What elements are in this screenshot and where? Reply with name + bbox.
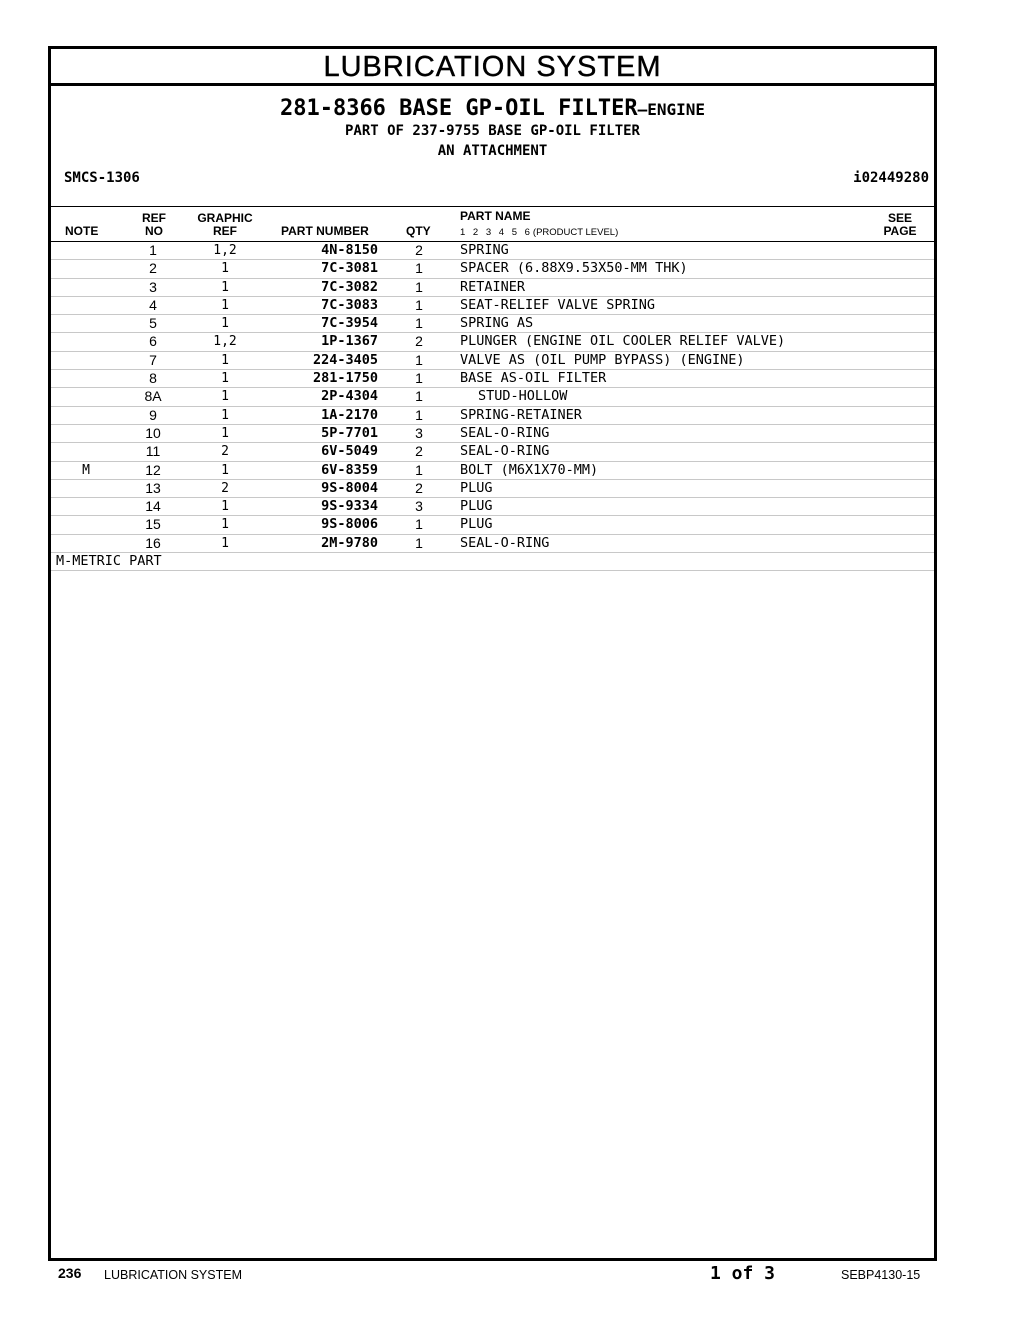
qty-cell: 1: [415, 534, 423, 551]
part-number-cell: 4N-8150: [321, 242, 378, 258]
part-name-cell: RETAINER: [460, 278, 526, 295]
part-name-cell: PLUG: [460, 516, 493, 533]
part-name-cell: SEAL-O-RING: [460, 534, 550, 551]
part-number-cell: 2P-4304: [321, 388, 378, 405]
column-headers: [51, 206, 934, 242]
graphic-ref-cell: 1,2: [213, 243, 237, 258]
group-header: [51, 86, 934, 206]
ref-no-cell: 13: [145, 479, 161, 496]
graphic-ref-cell: 1: [221, 297, 229, 313]
part-number-cell: 7C-3082: [321, 278, 378, 295]
qty-cell: 1: [415, 296, 423, 313]
graphic-ref-cell: 1: [221, 279, 229, 295]
col-part-name: PART NAME: [460, 209, 531, 223]
qty-cell: 3: [415, 424, 423, 441]
table-row: [51, 352, 934, 370]
qty-cell: 3: [415, 498, 423, 515]
col-product-levels: [460, 226, 618, 239]
table-row: [51, 425, 934, 443]
ref-no-cell: 11: [145, 443, 161, 460]
graphic-ref-cell: 1: [221, 371, 229, 387]
table-row: [51, 407, 934, 425]
col-graphic-ref: [191, 212, 259, 238]
col-qty: QTY: [406, 224, 431, 238]
part-number-cell: 1P-1367: [321, 333, 378, 350]
table-row: [51, 370, 934, 388]
col-ref-line2: NO: [145, 224, 163, 238]
qty-cell: 1: [415, 260, 423, 277]
col-ref-no: [139, 212, 169, 238]
page-footer: [0, 1263, 1020, 1287]
ref-no-cell: 14: [145, 498, 161, 515]
table-row: [51, 443, 934, 461]
part-number-cell: 5P-7701: [321, 424, 378, 441]
part-name-cell: SEAL-O-RING: [460, 443, 550, 460]
ref-no-cell: 3: [149, 278, 157, 295]
col-graphic-line2: REF: [213, 224, 237, 238]
ref-no-cell: 10: [145, 424, 161, 441]
ref-no-cell: 1: [149, 242, 157, 258]
qty-cell: 1: [415, 406, 423, 423]
parts-table-body: [51, 242, 934, 553]
part-number-cell: 9S-8004: [321, 479, 378, 496]
group-title: [51, 96, 934, 123]
graphic-ref-cell: 1: [221, 462, 229, 478]
table-row: [51, 333, 934, 351]
qty-cell: 2: [415, 333, 423, 350]
part-name-cell: BASE AS-OIL FILTER: [460, 370, 607, 387]
qty-cell: 1: [415, 516, 423, 533]
qty-cell: 2: [415, 242, 423, 258]
footer-document-number: SEBP4130-15: [841, 1268, 921, 1282]
part-of-line: PART OF 237-9755 BASE GP-OIL FILTER: [344, 123, 640, 139]
table-row: [51, 260, 934, 278]
part-name-cell: PLUNGER (ENGINE OIL COOLER RELIEF VALVE): [460, 333, 786, 350]
part-name-cell: PLUG: [460, 498, 493, 515]
part-number-cell: 7C-3081: [321, 260, 378, 277]
graphic-ref-cell: 1: [221, 389, 229, 405]
ref-no-cell: 2: [149, 260, 157, 277]
level-numbers: 1 2 3 4 5 6: [460, 227, 530, 238]
qty-cell: 1: [415, 315, 423, 332]
part-name-cell: VALVE AS (OIL PUMP BYPASS) (ENGINE): [460, 351, 745, 368]
part-name-cell: SPRING: [460, 242, 509, 258]
col-see-line1: SEE: [887, 211, 912, 225]
ref-no-cell: 15: [145, 516, 161, 533]
col-graphic-line1: GRAPHIC: [197, 211, 253, 225]
ref-no-cell: 8: [149, 370, 157, 387]
graphic-ref-cell: 1: [221, 261, 229, 277]
table-row: [51, 242, 934, 260]
graphic-ref-cell: 1: [221, 407, 229, 423]
parts-page-frame: [48, 46, 937, 1261]
part-name-cell: SPRING-RETAINER: [460, 406, 582, 423]
graphic-ref-cell: 1: [221, 535, 229, 551]
graphic-ref-cell: 1: [221, 499, 229, 515]
part-number-cell: 1A-2170: [321, 406, 378, 423]
col-ref-line1: REF: [142, 211, 166, 225]
part-name-cell: SPRING AS: [460, 315, 534, 332]
group-number-name: 281-8366 BASE GP-OIL FILTER: [279, 96, 638, 121]
part-number-cell: 224-3405: [312, 351, 378, 368]
col-see-page: [881, 212, 919, 238]
qty-cell: 1: [415, 388, 423, 405]
graphic-ref-cell: 1: [221, 352, 229, 368]
table-row: [51, 279, 934, 297]
part-number-cell: 7C-3083: [321, 296, 378, 313]
part-number-cell: 6V-5049: [321, 443, 378, 460]
part-name-cell: STUD-HOLLOW: [478, 388, 568, 405]
qty-cell: 1: [415, 278, 423, 295]
col-note: NOTE: [65, 224, 99, 238]
table-row: [51, 516, 934, 534]
section-title: LUBRICATION SYSTEM: [51, 49, 934, 86]
table-row: [51, 498, 934, 516]
ref-no-cell: 8A: [144, 388, 162, 405]
ref-no-cell: 4: [149, 296, 157, 313]
part-number-cell: 9S-8006: [321, 516, 378, 533]
attachment-line: AN ATTACHMENT: [437, 143, 548, 159]
table-row: [51, 462, 934, 480]
part-number-cell: 9S-9334: [321, 498, 378, 515]
ref-no-cell: 7: [149, 351, 157, 368]
product-level-label: (PRODUCT LEVEL): [532, 227, 619, 238]
smcs-code: SMCS-1306: [64, 170, 140, 186]
qty-cell: 2: [415, 479, 423, 496]
note-cell: M: [82, 462, 90, 478]
table-row: [51, 297, 934, 315]
part-name-cell: SEAL-O-RING: [460, 424, 550, 441]
part-number-cell: 6V-8359: [321, 461, 378, 478]
table-row: [51, 535, 934, 553]
footer-page-of: 1 of 3: [710, 1263, 776, 1284]
footer-page-number: 236: [58, 1265, 82, 1281]
table-row: [51, 480, 934, 498]
ref-no-cell: 12: [145, 461, 161, 478]
part-number-cell: 281-1750: [312, 370, 378, 387]
part-number-cell: 2M-9780: [321, 534, 378, 551]
footer-section: LUBRICATION SYSTEM: [104, 1268, 242, 1282]
graphic-ref-cell: 1: [221, 425, 229, 441]
part-name-cell: PLUG: [460, 479, 493, 496]
qty-cell: 1: [415, 370, 423, 387]
illustration-id: i02449280: [853, 170, 929, 186]
metric-footnote: M-METRIC PART: [51, 553, 934, 571]
graphic-ref-cell: 1,2: [213, 334, 237, 350]
part-number-cell: 7C-3954: [321, 315, 378, 332]
part-name-cell: BOLT (M6X1X70-MM): [460, 461, 599, 478]
graphic-ref-cell: 1: [221, 517, 229, 533]
ref-no-cell: 9: [149, 406, 157, 423]
qty-cell: 1: [415, 351, 423, 368]
col-part-number: PART NUMBER: [281, 224, 369, 238]
qty-cell: 2: [415, 443, 423, 460]
ref-no-cell: 5: [149, 315, 157, 332]
graphic-ref-cell: 2: [221, 444, 229, 460]
qty-cell: 1: [415, 461, 423, 478]
ref-no-cell: 16: [145, 534, 161, 551]
ref-no-cell: 6: [149, 333, 157, 350]
group-suffix: —ENGINE: [637, 100, 706, 119]
graphic-ref-cell: 2: [221, 480, 229, 496]
table-row: [51, 388, 934, 406]
col-see-line2: PAGE: [883, 224, 917, 238]
part-name-cell: SEAT-RELIEF VALVE SPRING: [460, 296, 656, 313]
part-name-cell: SPACER (6.88X9.53X50-MM THK): [460, 260, 688, 277]
graphic-ref-cell: 1: [221, 316, 229, 332]
table-row: [51, 315, 934, 333]
